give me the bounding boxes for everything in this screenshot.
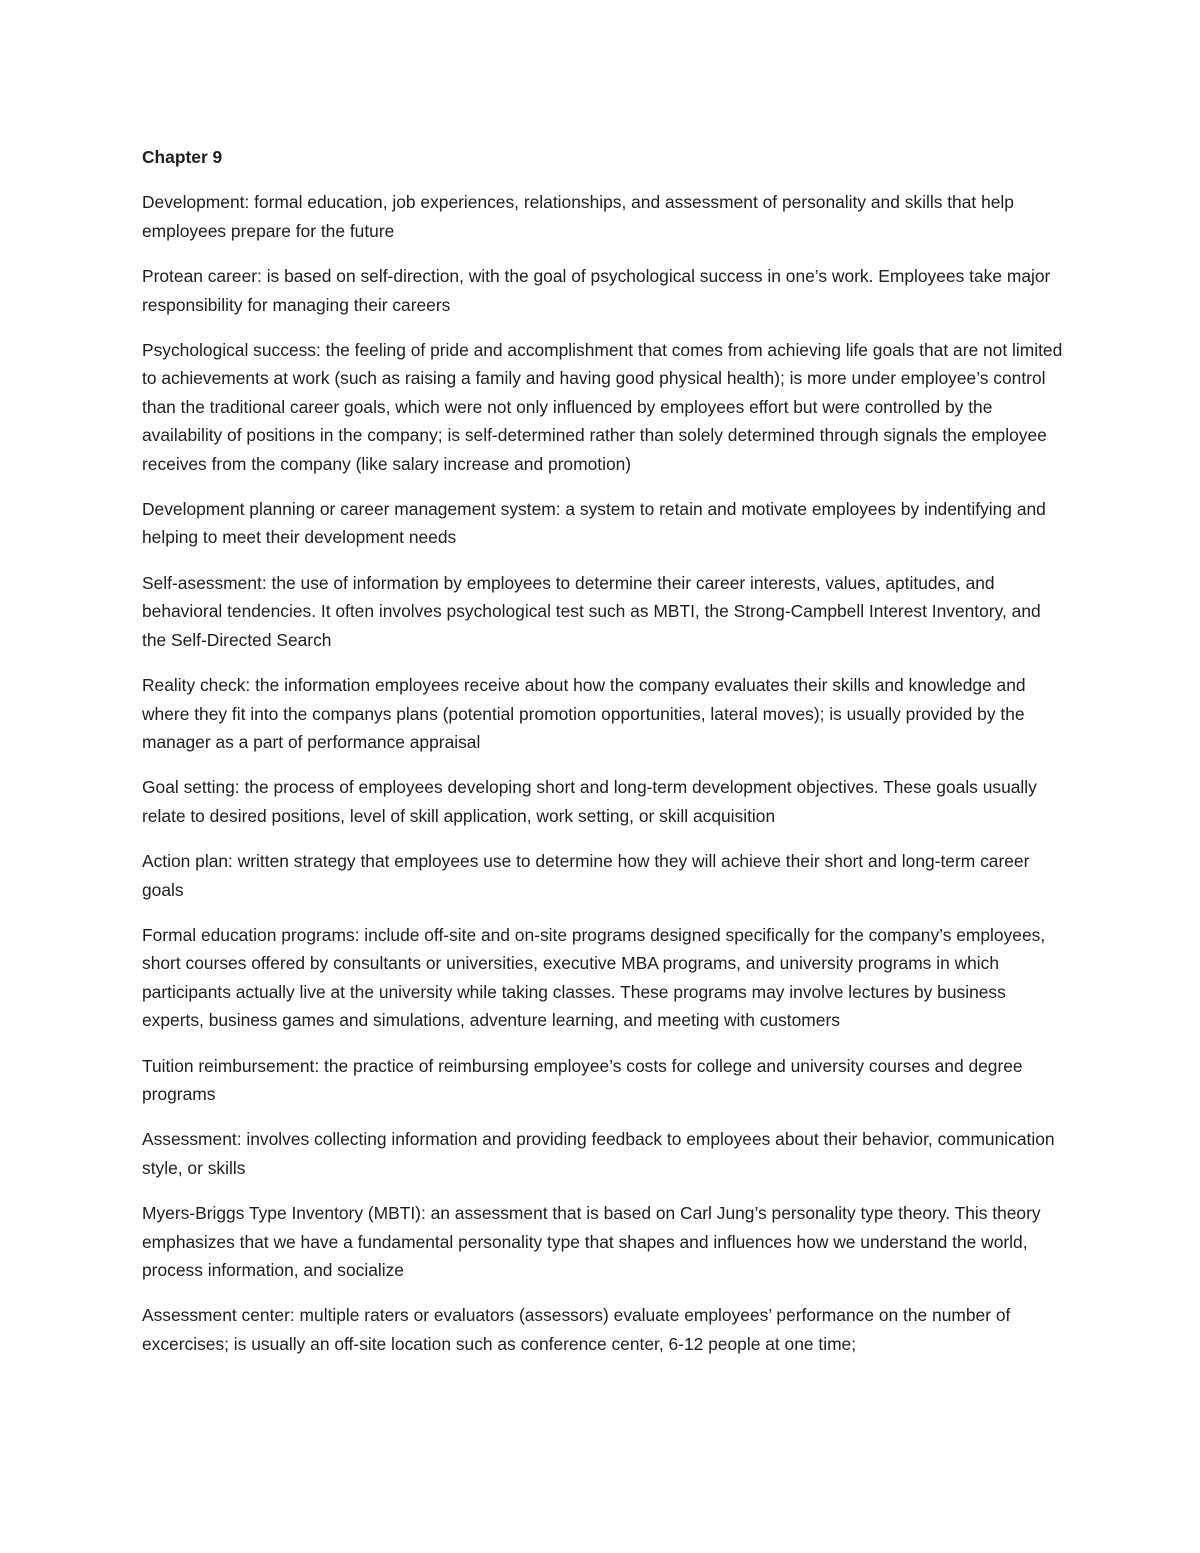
- paragraph-tuition-reimbursement: Tuition reimbursement: the practice of reimbursing employee’s costs for college and university courses and degree programs: [142, 1055, 1023, 1104]
- paragraph-psychological-success: Psychological success: the feeling of pride and accomplishment that comes from achieving life goals that are not limited to achievements at work (such as raising a family and having good physical health); is more under employee’s control than the traditional career goals, which were not only influenced by employees effort but were controlled by the availability of positions in the company; is self-determined rather than solely determined through signals the employee receives from the company (like salary increase and promotion): [142, 340, 1063, 474]
- paragraph-protean-career: Protean career: is based on self-direction, with the goal of psychological success in one’s work. Employees take major responsibility for managing their careers: [142, 266, 1051, 315]
- paragraph-self-assessment: Self-asessment: the use of information by employees to determine their career interests, values, aptitudes, and behavioral tendencies. It often involves psychological test such as MBTI, the Strong-Campbell Interest Inventory, and the Self-Directed Search: [142, 572, 1041, 650]
- paragraph-development-planning: Development planning or career management system: a system to retain and motivate employees by indentifying and helping to meet their development needs: [142, 499, 1046, 548]
- paragraph-assessment: Assessment: involves collecting information and providing feedback to employees about their behavior, communication style, or skills: [142, 1129, 1055, 1178]
- paragraph-development: Development: formal education, job experiences, relationships, and assessment of personality and skills that help employees prepare for the future: [142, 192, 1014, 241]
- document-body: [142, 143, 1067, 1375]
- paragraph-formal-education: Formal education programs: include off-site and on-site programs designed specifically for the company’s employees, short courses offered by consultants or universities, executive MBA programs, and university programs in which participants actually live at the university while taking classes. These programs may involve lectures by business experts, business games and simulations, adventure learning, and meeting with customers: [142, 924, 1046, 1031]
- paragraph-goal-setting: Goal setting: the process of employees developing short and long-term development objectives. These goals usually relate to desired positions, level of skill application, work setting, or skill acquisition: [142, 777, 1037, 826]
- paragraph-action-plan: Action plan: written strategy that employees use to determine how they will achieve their short and long-term career goals: [142, 851, 1030, 900]
- paragraph-assessment-center: Assessment center: multiple raters or evaluators (assessors) evaluate employees’ performance on the number of excercises; is usually an off-site location such as conference center, 6-12 people at one time;: [142, 1305, 1011, 1354]
- paragraph-reality-check: Reality check: the information employees receive about how the company evaluates their skills and knowledge and where they fit into the companys plans (potential promotion opportunities, lateral moves); is usually provided by the manager as a part of performance appraisal: [142, 675, 1026, 752]
- chapter-heading: Chapter 9: [142, 147, 223, 167]
- paragraph-mbti: Myers-Briggs Type Inventory (MBTI): an assessment that is based on Carl Jung’s personality type theory. This theory emphasizes that we have a fundamental personality type that shapes and influences how we understand the world, process information, and socialize: [142, 1203, 1041, 1280]
